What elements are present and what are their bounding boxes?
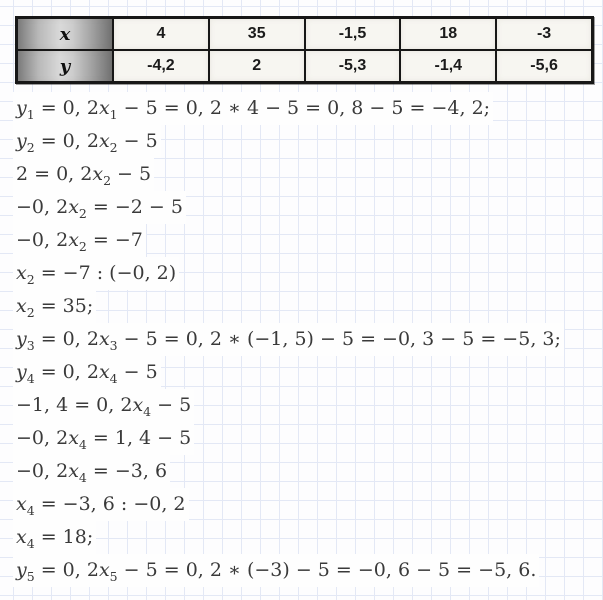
equation-line-15	[16, 554, 561, 587]
equation-line-1	[16, 92, 561, 125]
equation-text: $y_4 = 0$, $2x_4 - 5$	[16, 361, 158, 386]
equation-text: $x_2 = -7$ : (−0, 2)	[16, 262, 177, 287]
table-cell: -4,2	[113, 50, 209, 82]
table-cell: -5,6	[496, 50, 592, 82]
equation-text: −0, $2x_2 = -7$	[16, 229, 143, 254]
equation-text: $y_3 = 0$, $2x_3 - 5 = 0$, 2 ∗ (−1, 5) − 5 = −0, 3 − 5 = −5, 3;	[16, 328, 561, 353]
equation-text: −0, $2x_2 = -2 - 5$	[16, 196, 183, 221]
equation-line-11	[16, 422, 561, 455]
equation-text: 2 = 0, $2x_2 - 5$	[16, 163, 152, 188]
table-cell: -1,4	[400, 50, 496, 82]
equation-text: $x_4 = 18$;	[16, 526, 94, 551]
equation-line-6	[16, 257, 561, 290]
equation-line-13	[16, 488, 561, 521]
table-row-label-y: y	[17, 50, 113, 82]
equation-line-14	[16, 521, 561, 554]
equation-line-5	[16, 224, 561, 257]
table-cell: -1,5	[305, 18, 401, 50]
equation-line-10	[16, 389, 561, 422]
equation-line-12	[16, 455, 561, 488]
table-cell: 18	[400, 18, 496, 50]
table-cell: 4	[113, 18, 209, 50]
equation-line-4	[16, 191, 561, 224]
equation-text: $x_2 = 35$;	[16, 295, 94, 320]
equation-line-7	[16, 290, 561, 323]
equation-text: $y_2 = 0$, $2x_2 - 5$	[16, 130, 158, 155]
equation-work	[16, 92, 561, 587]
table-cell: -5,3	[305, 50, 401, 82]
equation-line-3	[16, 158, 561, 191]
equation-line-2	[16, 125, 561, 158]
table-row-label-x: x	[17, 18, 113, 50]
equation-text: $y_1 = 0$, $2x_1 - 5 = 0$, 2 ∗ 4 − 5 = 0, 8 − 5 = −4, 2;	[16, 97, 491, 122]
equation-line-8	[16, 323, 561, 356]
equation-text: $x_4 = -3$, 6 : −0, 2	[16, 493, 186, 518]
equation-text: −1, 4 = 0, $2x_4 - 5$	[16, 394, 192, 419]
table-cell: 2	[209, 50, 305, 82]
equation-text: −0, $2x_4 = -3$, 6	[16, 460, 168, 485]
equation-text: $y_5 = 0$, $2x_5 - 5 = 0$, 2 ∗ (−3) − 5 = −0, 6 − 5 = −5, 6.	[16, 559, 537, 584]
equation-text: −0, $2x_4 = 1$, 4 − 5	[16, 427, 192, 452]
equation-line-9	[16, 356, 561, 389]
table-cell: -3	[496, 18, 592, 50]
table-cell: 35	[209, 18, 305, 50]
xy-value-table	[15, 16, 594, 84]
